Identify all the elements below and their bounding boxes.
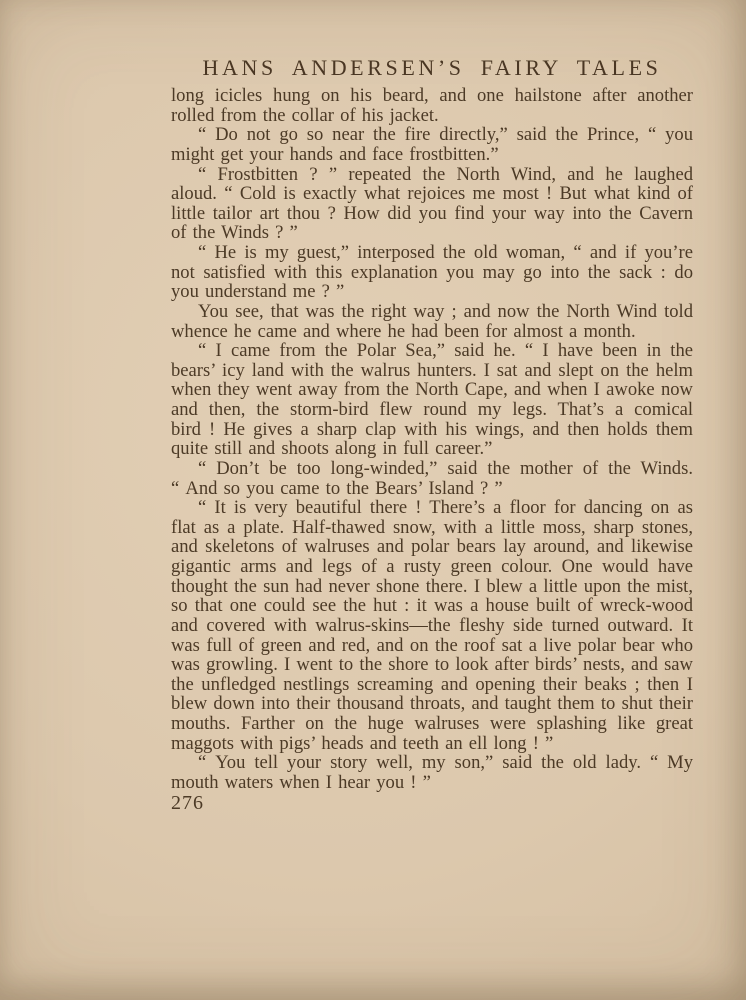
running-header: HANS ANDERSEN’S FAIRY TALES xyxy=(202,55,662,80)
paragraph-3: “ Frostbitten ? ” repeated the North Wind, and he laughed aloud. “ Cold is exactly what rejoices me most ! But what kind of little tailor art thou ? How did you find your way into the Cavern of the Winds ? ” xyxy=(171,163,693,244)
paragraph-2: “ Do not go so near the fire directly,” said the Prince, “ you might get your hands and face frostbitten.” xyxy=(171,124,693,165)
page-number: 276 xyxy=(171,791,204,814)
paragraph-4: “ He is my guest,” interposed the old woman, “ and if you’re not satisfied with this explanation you may go into the sack : do you understand me ? ” xyxy=(171,242,693,303)
paragraph-8: “ It is very beautiful there ! There’s a floor for dancing on as flat as a plate. Half-thawed snow, with a little moss, sharp stones, and skeletons of walruses and polar bears lay around, and likewise gigantic arms and legs of a rusty green colour. One would have thought the sun had never shone there. I blew a little upon the mist, so that one could see the hut : it was a house built of wreck-wood and covered with walrus-skins—the fleshy side turned outward. It was full of green and red, and on the roof sat a live polar bear who was growling. I went to the shore to look after birds’ nests, and saw the unfledged nestlings screaming and opening their beaks ; then I blew down into their thousand throats, and taught them to shut their mouths. Farther on the huge walruses were splashing like great maggots with pigs’ heads and teeth an ell long ! ” xyxy=(171,497,693,754)
page-text xyxy=(171,86,693,813)
paragraph-7: “ Don’t be too long-winded,” said the mother of the Winds. “ And so you came to the Bears’ Island ? ” xyxy=(171,457,693,499)
paragraph-1: long icicles hung on his beard, and one hailstone after another rolled from the collar of his jacket. xyxy=(171,85,693,126)
paragraph-5: You see, that was the right way ; and now the North Wind told whence he came and where he had been for almost a month. xyxy=(171,300,693,342)
paragraph-6: “ I came from the Polar Sea,” said he. “ I have been in the bears’ icy land with the walrus hunters. I sat and slept on the helm when they went away from the North Cape, and when I awoke now and then, the storm-bird flew round my legs. That’s a comical bird ! He gives a sharp clap with his wings, and then holds them quite still and shoots along in full career.” xyxy=(171,340,693,460)
paragraph-9: “ You tell your story well, my son,” said the old lady. “ My mouth waters when I hear you ! ” xyxy=(171,752,693,793)
